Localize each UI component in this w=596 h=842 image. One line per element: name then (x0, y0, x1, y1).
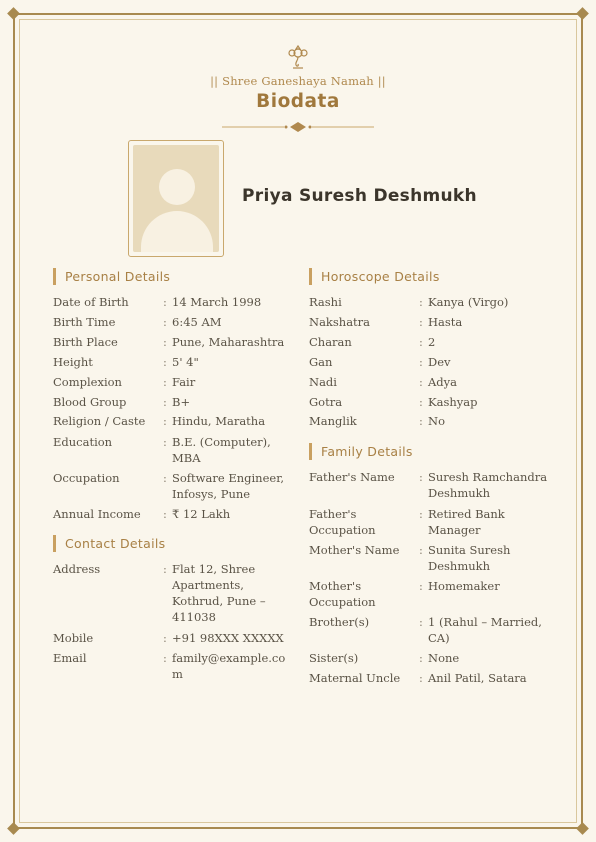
detail-value: None (428, 651, 460, 665)
detail-value: Suresh Ramchandra Deshmukh (428, 470, 548, 500)
section-title-horoscope: Horoscope Details (309, 268, 440, 285)
detail-value: +91 98XXX XXXXX (172, 631, 284, 645)
detail-value: Pune, Maharashtra (172, 335, 285, 349)
detail-label: Father's Occupation (309, 507, 376, 537)
invocation-text: || Shree Ganeshaya Namah || (210, 74, 386, 88)
detail-label: Rashi (309, 295, 342, 309)
detail-label: Brother(s) (309, 615, 370, 629)
detail-label: Gotra (309, 395, 343, 409)
detail-value: Kanya (Virgo) (428, 295, 509, 309)
detail-label: Annual Income (53, 507, 141, 521)
detail-label: Father's Name (309, 470, 395, 484)
detail-label: Charan (309, 335, 352, 349)
detail-label: Religion / Caste (53, 414, 146, 428)
page-title: Biodata (256, 91, 340, 112)
detail-value: Hasta (428, 315, 463, 329)
detail-value: 6:45 AM (172, 315, 222, 329)
detail-value: Adya (428, 375, 458, 389)
detail-value: 1 (Rahul – Married, CA) (428, 615, 542, 645)
detail-label: Complexion (53, 375, 122, 389)
detail-label: Birth Time (53, 315, 116, 329)
detail-label: Blood Group (53, 395, 127, 409)
detail-value: Retired Bank Manager (428, 507, 505, 537)
detail-value: Homemaker (428, 579, 500, 593)
detail-value: Anil Patil, Satara (428, 671, 527, 685)
detail-label: Gan (309, 355, 333, 369)
detail-label: Mother's Name (309, 543, 400, 557)
detail-value: Sunita Suresh Deshmukh (428, 543, 511, 573)
detail-value: Dev (428, 355, 451, 369)
detail-label: Education (53, 435, 113, 449)
detail-label: Email (53, 651, 87, 665)
detail-value: 14 March 1998 (172, 295, 262, 309)
detail-label: Birth Place (53, 335, 118, 349)
candidate-name: Priya Suresh Deshmukh (242, 186, 477, 206)
section-title-family: Family Details (309, 443, 413, 460)
detail-value: Kashyap (428, 395, 478, 409)
detail-value: B+ (172, 395, 191, 409)
detail-value: No (428, 414, 445, 428)
section-title-contact: Contact Details (53, 535, 165, 552)
detail-value: family@example.co m (172, 651, 286, 681)
section-title-personal: Personal Details (53, 268, 170, 285)
detail-value: 2 (428, 335, 436, 349)
detail-label: Address (53, 562, 101, 576)
detail-label: Occupation (53, 471, 120, 485)
detail-label: Manglik (309, 414, 357, 428)
detail-value: ₹ 12 Lakh (172, 507, 231, 521)
detail-label: Date of Birth (53, 295, 129, 309)
ornamental-divider (222, 121, 374, 133)
detail-label: Mother's Occupation (309, 579, 376, 609)
detail-label: Height (53, 355, 93, 369)
detail-label: Nadi (309, 375, 337, 389)
detail-label: Nakshatra (309, 315, 371, 329)
detail-value: Fair (172, 375, 196, 389)
detail-label: Sister(s) (309, 651, 359, 665)
detail-value: Flat 12, Shree Apartments, Kothrud, Pune – 411038 (172, 562, 266, 624)
detail-label: Mobile (53, 631, 94, 645)
profile-photo-frame (128, 140, 224, 257)
detail-label: Maternal Uncle (309, 671, 401, 685)
avatar-placeholder-icon (133, 145, 219, 252)
detail-value: Software Engineer, Infosys, Pune (172, 471, 285, 501)
detail-value: 5' 4" (172, 355, 199, 369)
detail-value: B.E. (Computer), MBA (172, 435, 271, 465)
detail-value: Hindu, Maratha (172, 414, 266, 428)
ganesha-icon (286, 44, 310, 70)
